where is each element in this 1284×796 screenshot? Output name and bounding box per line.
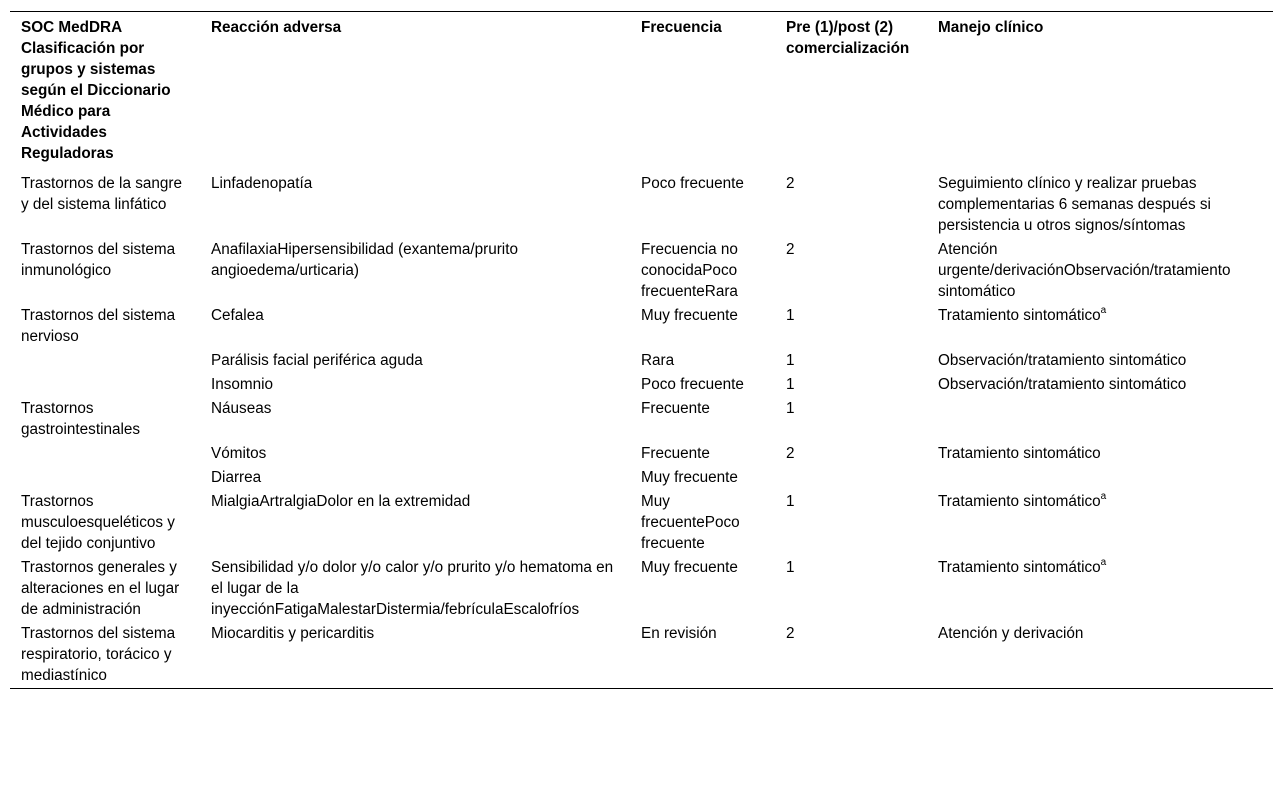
cell-text: Trastornos musculoesqueléticos y del tejido conjuntivo [21, 493, 175, 552]
cell-text: Vómitos [211, 445, 267, 462]
cell-text: Muy frecuente [641, 307, 738, 324]
cell-soc [10, 304, 200, 349]
cell-text: Trastornos del sistema inmunológico [21, 241, 176, 279]
cell-text: Trastornos del sistema nervioso [21, 307, 176, 345]
cell-text: Poco frecuente [641, 175, 744, 192]
cell-text: Insomnio [211, 376, 274, 393]
cell-text: Frecuente [641, 400, 710, 417]
cell-management [927, 442, 1273, 466]
cell-text: Tratamiento sintomático [938, 445, 1101, 462]
cell-text: 1 [786, 493, 795, 510]
cell-text: Muy frecuente [641, 559, 738, 576]
cell-text: Frecuencia no conocidaPoco frecuenteRara [641, 241, 738, 300]
cell-text: Sensibilidad y/o dolor y/o calor y/o prurito y/o hematoma en el lugar de la inyecciónFatigaMalestarDistermia/febrículaEscalofríos [211, 559, 614, 618]
cell-text: 2 [786, 175, 795, 192]
cell-frequency [630, 466, 775, 490]
cell-text: Tratamiento sintomático [938, 559, 1101, 576]
adverse-reactions-table-container [10, 11, 1273, 689]
cell-reaction [200, 238, 630, 304]
cell-management [927, 238, 1273, 304]
table-row [10, 622, 1273, 689]
cell-management [927, 556, 1273, 622]
cell-soc [10, 397, 200, 442]
cell-management [927, 349, 1273, 373]
cell-management [927, 170, 1273, 238]
cell-management [927, 304, 1273, 349]
cell-text: Parálisis facial periférica aguda [211, 352, 423, 369]
cell-pre-post [775, 304, 927, 349]
header-management: Manejo clínico [938, 19, 1044, 36]
cell-text: Linfadenopatía [211, 175, 313, 192]
cell-pre-post [775, 490, 927, 556]
cell-text: Náuseas [211, 400, 272, 417]
cell-text: Trastornos de la sangre y del sistema linfático [21, 175, 182, 213]
cell-soc [10, 466, 200, 490]
table-row [10, 556, 1273, 622]
table-row [10, 238, 1273, 304]
cell-text: Trastornos generales y alteraciones en el lugar de administración [21, 559, 180, 618]
cell-soc [10, 373, 200, 397]
cell-reaction [200, 373, 630, 397]
cell-reaction [200, 622, 630, 689]
cell-frequency [630, 238, 775, 304]
cell-frequency [630, 397, 775, 442]
cell-soc [10, 349, 200, 373]
cell-text: Tratamiento sintomático [938, 307, 1101, 324]
cell-text: Muy frecuentePoco frecuente [641, 493, 740, 552]
cell-text: Rara [641, 352, 675, 369]
cell-text: Atención urgente/derivaciónObservación/tratamiento sintomático [938, 241, 1231, 300]
cell-text: 1 [786, 559, 795, 576]
cell-text: Muy frecuente [641, 469, 738, 486]
cell-text: Trastornos del sistema respiratorio, torácico y mediastínico [21, 625, 176, 684]
cell-management [927, 622, 1273, 689]
table-row [10, 397, 1273, 442]
cell-text: Cefalea [211, 307, 264, 324]
cell-management [927, 466, 1273, 490]
cell-text: Observación/tratamiento sintomático [938, 376, 1187, 393]
cell-pre-post [775, 349, 927, 373]
footnote-marker: a [1100, 490, 1107, 502]
cell-soc [10, 556, 200, 622]
header-row [10, 12, 1273, 171]
cell-soc [10, 490, 200, 556]
header-soc: SOC MedDRA Clasificación por grupos y sistemas según el Diccionario Médico para Actividades Reguladoras [21, 19, 171, 162]
cell-pre-post [775, 442, 927, 466]
cell-text: 1 [786, 376, 795, 393]
cell-reaction [200, 349, 630, 373]
cell-frequency [630, 490, 775, 556]
cell-pre-post [775, 466, 927, 490]
table-header [10, 12, 1273, 171]
cell-pre-post [775, 622, 927, 689]
table-body [10, 170, 1273, 689]
cell-soc [10, 622, 200, 689]
cell-management [927, 373, 1273, 397]
table-row [10, 304, 1273, 349]
adverse-reactions-table [10, 11, 1273, 689]
table-row [10, 466, 1273, 490]
header-frequency: Frecuencia [641, 19, 722, 36]
cell-reaction [200, 556, 630, 622]
cell-management [927, 490, 1273, 556]
cell-text: MialgiaArtralgiaDolor en la extremidad [211, 493, 471, 510]
cell-pre-post [775, 556, 927, 622]
cell-management [927, 397, 1273, 442]
cell-frequency [630, 442, 775, 466]
cell-text: 2 [786, 241, 795, 258]
table-row [10, 170, 1273, 238]
cell-reaction [200, 490, 630, 556]
header-reaction: Reacción adversa [211, 19, 342, 36]
cell-reaction [200, 170, 630, 238]
cell-text: Observación/tratamiento sintomático [938, 352, 1187, 369]
cell-text: Miocarditis y pericarditis [211, 625, 375, 642]
cell-text: Tratamiento sintomático [938, 493, 1101, 510]
cell-soc [10, 442, 200, 466]
cell-text: 1 [786, 352, 795, 369]
cell-reaction [200, 442, 630, 466]
cell-reaction [200, 466, 630, 490]
cell-soc [10, 170, 200, 238]
table-row [10, 349, 1273, 373]
cell-frequency [630, 170, 775, 238]
cell-frequency [630, 622, 775, 689]
cell-text: Trastornos gastrointestinales [21, 400, 141, 438]
cell-frequency [630, 373, 775, 397]
cell-text: 2 [786, 625, 795, 642]
cell-pre-post [775, 170, 927, 238]
cell-pre-post [775, 373, 927, 397]
table-row [10, 442, 1273, 466]
cell-frequency [630, 556, 775, 622]
header-pre-post: Pre (1)/post (2) comercialización [786, 19, 910, 57]
cell-pre-post [775, 238, 927, 304]
cell-reaction [200, 397, 630, 442]
footnote-marker: a [1100, 304, 1107, 316]
table-row [10, 490, 1273, 556]
cell-text: Diarrea [211, 469, 262, 486]
cell-text: En revisión [641, 625, 717, 642]
cell-soc [10, 238, 200, 304]
cell-text: 2 [786, 445, 795, 462]
cell-reaction [200, 304, 630, 349]
cell-text: Poco frecuente [641, 376, 744, 393]
cell-pre-post [775, 397, 927, 442]
footnote-marker: a [1100, 556, 1107, 568]
cell-text: Seguimiento clínico y realizar pruebas complementarias 6 semanas después si persistencia u otros signos/síntomas [938, 175, 1211, 234]
cell-text: 1 [786, 400, 795, 417]
table-row [10, 373, 1273, 397]
cell-text: 1 [786, 307, 795, 324]
cell-frequency [630, 349, 775, 373]
cell-frequency [630, 304, 775, 349]
cell-text: Atención y derivación [938, 625, 1084, 642]
cell-text: AnafilaxiaHipersensibilidad (exantema/prurito angioedema/urticaria) [211, 241, 518, 279]
cell-text: Frecuente [641, 445, 710, 462]
